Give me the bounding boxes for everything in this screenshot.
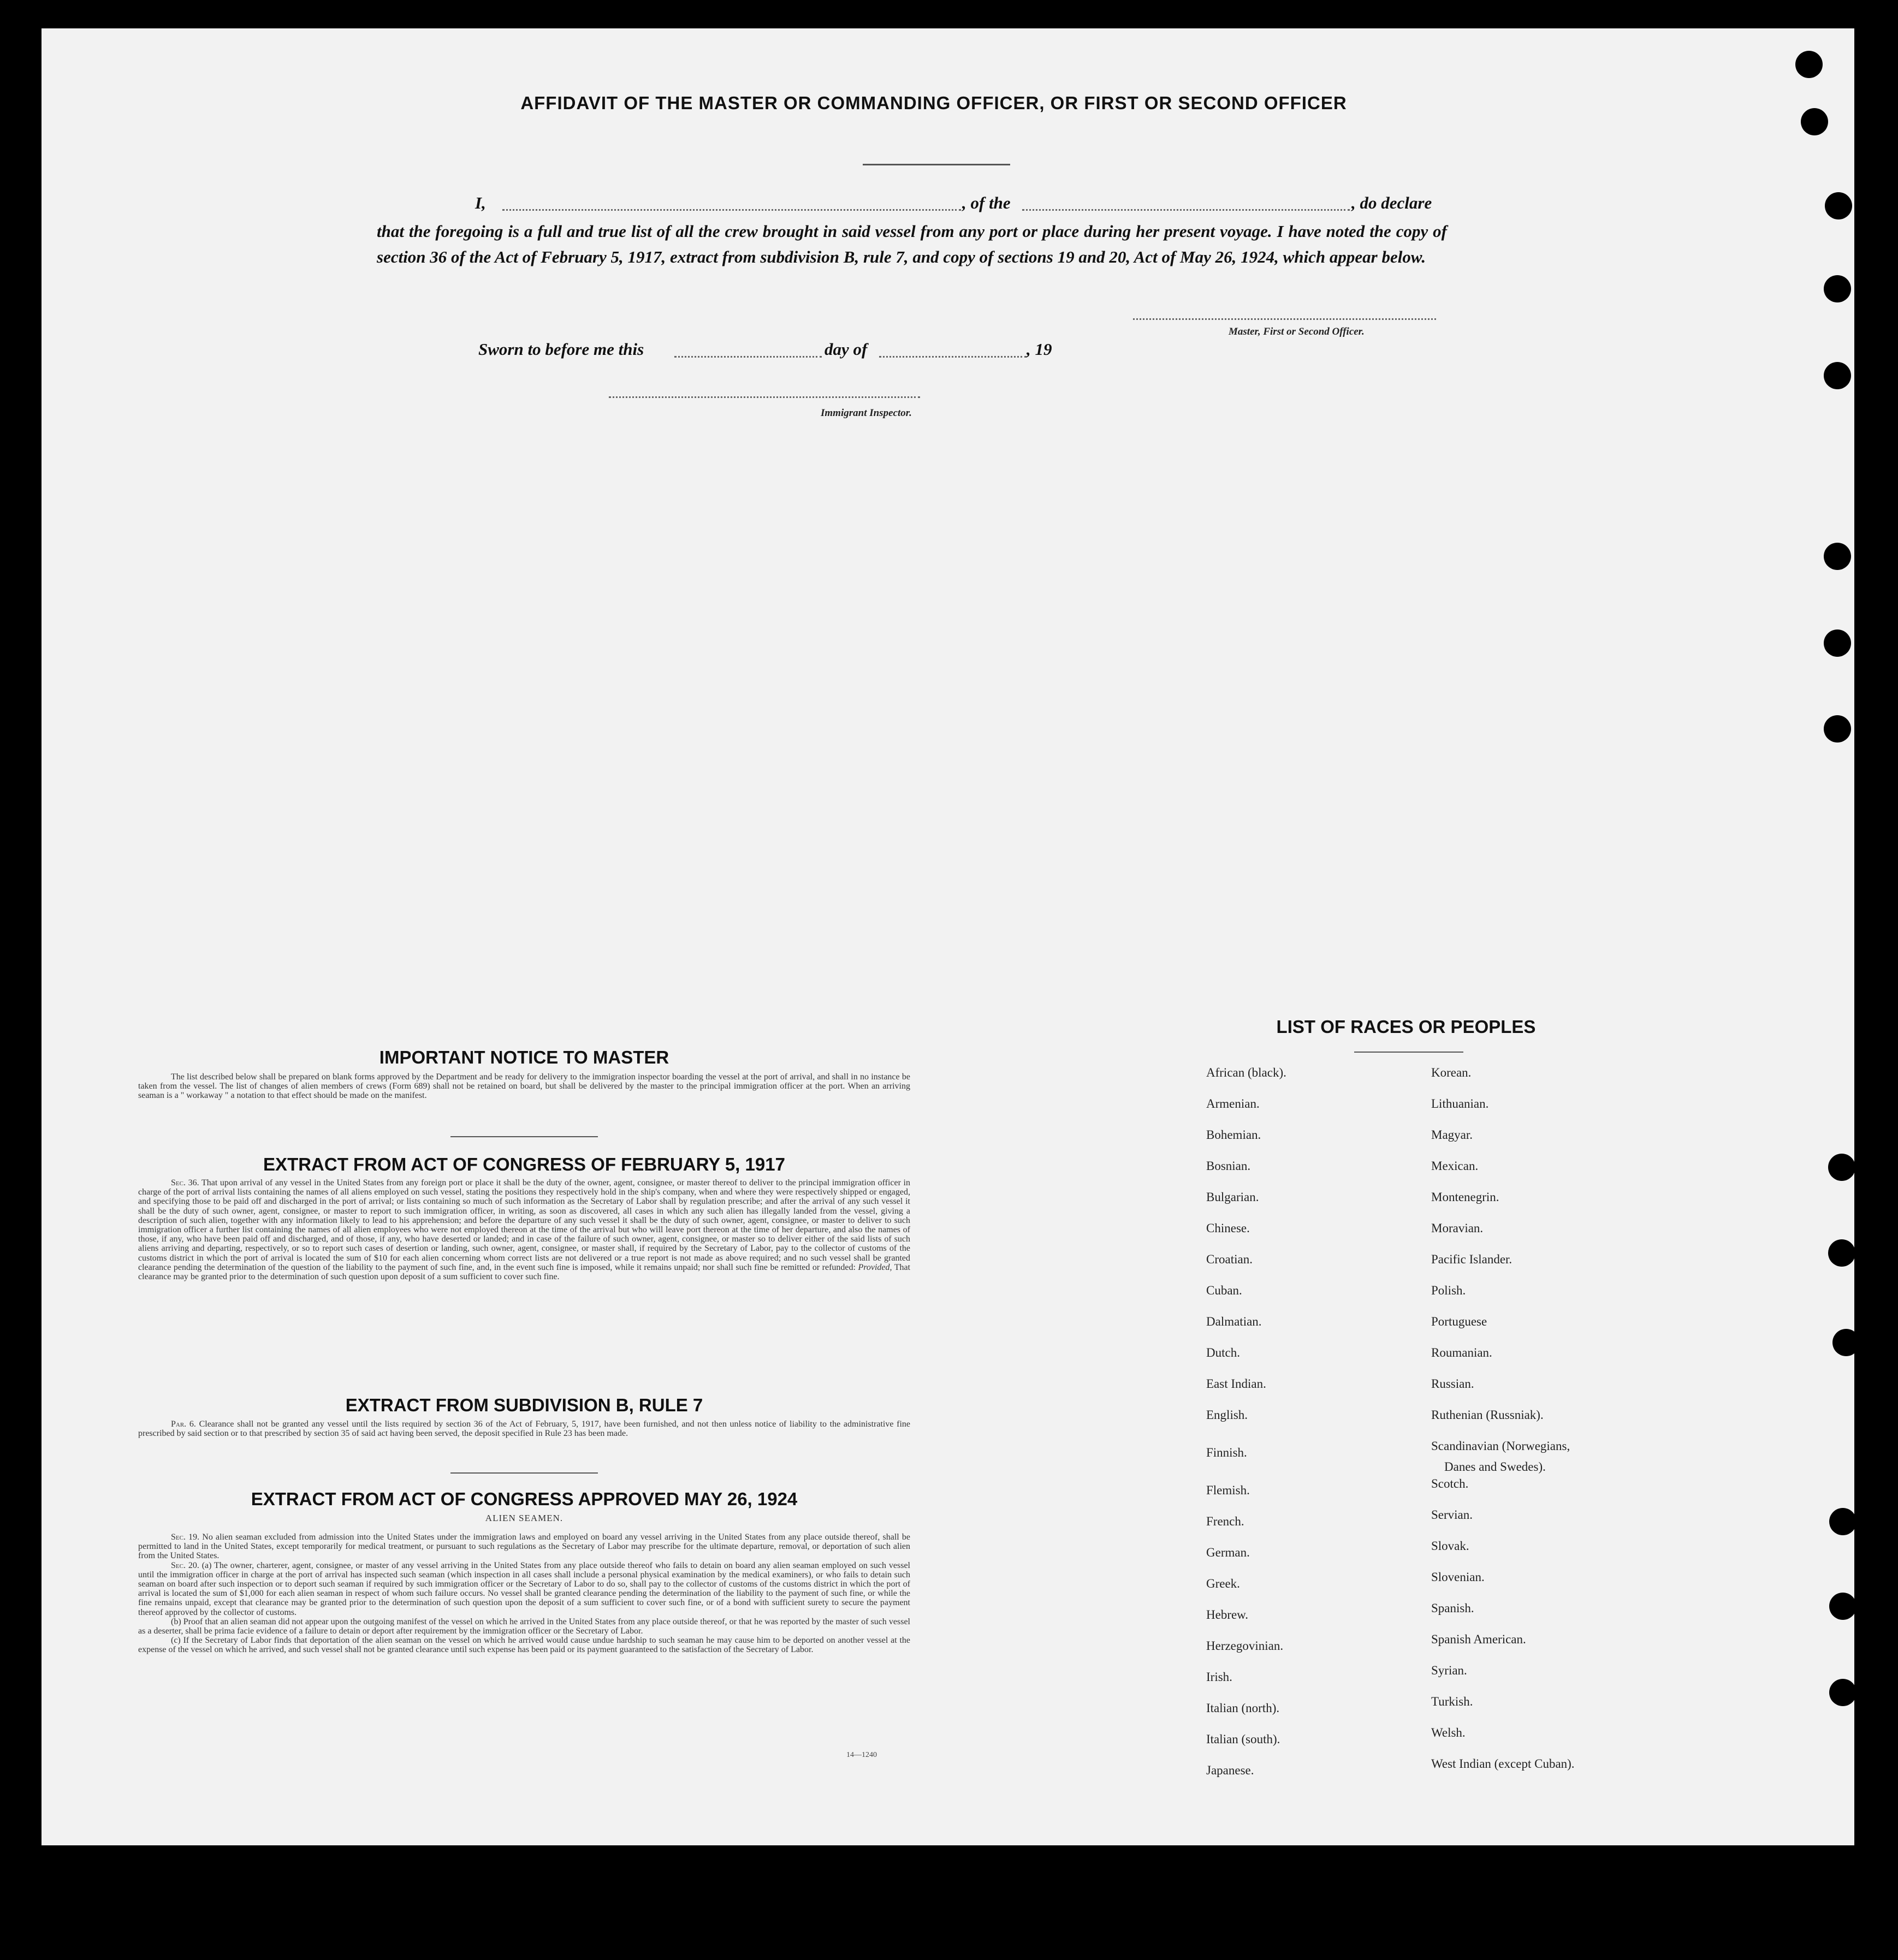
- race-item: Roumanian.: [1431, 1346, 1492, 1359]
- race-item: Turkish.: [1431, 1695, 1473, 1708]
- do-declare-label: , do declare: [1351, 193, 1432, 212]
- race-item: Pacific Islander.: [1431, 1252, 1513, 1266]
- race-item: Slovenian.: [1431, 1570, 1485, 1584]
- punch-hole: [1828, 1239, 1855, 1267]
- race-item: Moravian.: [1431, 1221, 1484, 1235]
- sworn-label: Sworn to before me this: [478, 340, 644, 359]
- section-label: Sec. 19.: [171, 1533, 200, 1542]
- race-item: Bulgarian.: [1206, 1190, 1259, 1204]
- day-of-label: day of: [825, 340, 868, 359]
- inspector-signature-field[interactable]: [609, 396, 920, 398]
- section-label: Sec. 20.: [171, 1560, 199, 1570]
- race-item: Russian.: [1431, 1377, 1474, 1391]
- race-item: Polish.: [1431, 1284, 1466, 1297]
- vessel-name-field[interactable]: [1022, 209, 1350, 211]
- master-signature-field[interactable]: [1133, 318, 1436, 320]
- race-item: Bohemian.: [1206, 1128, 1261, 1142]
- divider: [863, 164, 1010, 165]
- race-item: Dutch.: [1206, 1346, 1240, 1359]
- inspector-label: Immigrant Inspector.: [821, 407, 912, 419]
- race-item: Montenegrin.: [1431, 1190, 1499, 1204]
- race-item: Portuguese: [1431, 1315, 1487, 1328]
- race-item: Hebrew.: [1206, 1608, 1249, 1622]
- race-item: Korean.: [1431, 1066, 1472, 1079]
- of-the-label: , of the: [962, 193, 1011, 212]
- extract-rule7-text: [138, 1419, 910, 1438]
- alien-seamen-subtitle: ALIEN SEAMEN.: [485, 1513, 564, 1523]
- race-item: Japanese.: [1206, 1763, 1254, 1777]
- race-item: Cuban.: [1206, 1284, 1242, 1297]
- master-signature-label: Master, First or Second Officer.: [1229, 326, 1365, 337]
- race-item: French.: [1206, 1514, 1244, 1528]
- sworn-month-field[interactable]: [879, 356, 1027, 358]
- punch-hole: [1824, 715, 1851, 743]
- affiant-label: I,: [475, 193, 486, 212]
- race-item: Servian.: [1431, 1508, 1473, 1522]
- notice-text: [138, 1072, 910, 1101]
- declaration-text: that the foregoing is a full and true list of all the crew brought in said vessel from any port or place during her present voyage. I have noted the copy of section 36 of the Act of February 5, 1917, extract from subdivision B, rule 7, and copy of sections 19 and 20, Act of May 26, 1924, which appear below.: [377, 222, 1447, 266]
- proviso-text: That clearance may be granted prior to the determination of such question upon deposit of a sum sufficient to cover such fine.: [138, 1262, 911, 1282]
- sec20c-paragraph: (c) If the Secretary of Labor finds that deportation of the alien seaman on the vessel on which he arrived would cause undue hardship to such seaman he may cause him to be deported on another vessel at the expense of the vessel on which he arrived, and such vessel shall not be granted clearance until such expense has been paid or its payment guaranteed to the satisfaction of the Secretary of Labor.: [138, 1636, 910, 1655]
- sec20b-paragraph: (b) Proof that an alien seaman did not appear upon the outgoing manifest of the vessel on which he arrived in the United States from any place outside thereof, or that he was reported by the master of such vessel as a deserter, shall be prima facie evidence of a failure to detain or deport after requirement by the immigration officer or the Secretary of Labor.: [138, 1617, 910, 1636]
- race-item: Irish.: [1206, 1670, 1232, 1684]
- race-item: Flemish.: [1206, 1483, 1250, 1497]
- extract-1924-text: [138, 1533, 910, 1655]
- race-item: Spanish American.: [1431, 1632, 1526, 1646]
- section-text: (a) The owner, charterer, agent, consignee, or master of any vessel arriving in the United States from any place outside thereof who fails to detain on board any alien seaman employed on such vessel until the immigration officer in charge at the port of arrival has inspected such seaman (which inspection in all cases shall include a personal physical examination by the medical examiners), or who fails to detain such seaman on board after such inspection or to deport such seaman if required by such immigration officer or the Secretary of Labor to do so, shall pay to the collector of customs of the customs district in which the port of arrival is located the sum of $1,000 for each alien seaman in respect of whom such failure occurs. No vessel shall be granted clearance pending the determination of the liability to the payment of such fine, or while the fine remains unpaid, except that clearance may be granted prior to the determination of such question upon the deposit of a sum sufficient to cover such fine, or of a bond with sufficient surety to secure the payment thereof approved by the collector of customs.: [138, 1560, 910, 1617]
- section-label: Sec. 36.: [171, 1178, 199, 1187]
- section-text: No alien seaman excluded from admission into the United States under the immigration laws and employed on board any vessel arriving in the United States from any place outside thereof, shall be permitted to land in the United States, except temporarily for medical treatment, or pursuant to such regulations as the Secretary of Labor may prescribe for the ultimate departure, removal, or deportation of such alien from the United States.: [138, 1533, 910, 1561]
- extract-1917-text: [138, 1178, 910, 1281]
- section-text: That upon arrival of any vessel in the United States from any foreign port or place it shall be the duty of the owner, agent, consignee, or master thereof to deliver to the principal immigration officer in charge of the port of arrival lists containing the names of all aliens employed on such vessel, stating the positions they respectively hold in the ship's company, when and where they were respectively shipped or engaged, and specifying those to be paid off and discharged in the port of arrival; or lists containing so much of such information as the Secretary of Labor shall by regulation prescribe; and after the arrival of any such vessel it shall be the duty of such owner, agent, consignee, or master to report to such immigration officer, in writing, as soon as discovered, all cases in which any such alien has illegally landed from the vessel, giving a description of such alien, together with any information likely to lead to his apprehension; and before the departure of any such vessel it shall be the duty of such owner, agent, consignee, or master to deliver to such immigration officer a further list containing the names of all alien employees who were not employed thereon at the time of the arrival but who will leave port thereon at the time of her departure, and also the names of those, if any, who have been paid off and discharged, and of those, if any, who have deserted or landed; and in case of the failure of such owner, agent, consignee, or master so to deliver either of the said lists of such aliens arriving and departing, respectively, or so to report such cases of desertion or landing, such owner, agent, consignee, or master shall, if required by the Secretary of Labor, pay to the collector of customs of the customs district in which the port of arrival is located the sum of $10 for each alien concerning whom correct lists are not delivered or a true report is not made as above required; and no such vessel shall be granted clearance pending the determination of the question of the liability to the payment of such fine, and, in the event such fine is imposed, while it remains unpaid; nor shall such fine be remitted or refunded:: [138, 1178, 910, 1272]
- punch-hole: [1825, 192, 1852, 219]
- notice-paragraph: The list described below shall be prepared on blank forms approved by the Department and be ready for delivery to the immigration inspector boarding the vessel at the port of arrival, and shall in no instance be taken from the vessel. The list of changes of alien members of crews (Form 689) shall not be retained on board, but shall be delivered by the master to the principal immigration officer at the port. When an arriving seaman is a " workaway " a notation to that effect should be made on the manifest.: [138, 1072, 910, 1101]
- punch-hole: [1829, 1593, 1857, 1620]
- form-number: 14—1240: [846, 1751, 877, 1759]
- punch-hole: [1801, 108, 1828, 135]
- punch-hole: [1824, 275, 1851, 302]
- punch-hole: [1832, 1329, 1860, 1356]
- race-item: Italian (south).: [1206, 1732, 1280, 1746]
- race-item: African (black).: [1206, 1066, 1286, 1079]
- punch-hole: [1829, 1508, 1857, 1535]
- punch-hole: [1824, 362, 1851, 389]
- punch-hole: [1824, 543, 1851, 570]
- affidavit-title: AFFIDAVIT OF THE MASTER OR COMMANDING OFFICER, OR FIRST OR SECOND OFFICER: [520, 93, 1347, 113]
- extract-1924-title: EXTRACT FROM ACT OF CONGRESS APPROVED MAY 26, 1924: [251, 1489, 798, 1509]
- punch-hole: [1829, 1679, 1857, 1706]
- race-item: West Indian (except Cuban).: [1431, 1757, 1575, 1771]
- section-text: Clearance shall not be granted any vessel until the lists required by section 36 of the Act of February, 5, 1917, have been furnished, and not then unless notice of liability to the administrative fine prescribed by said section or to that prescribed by section 35 of said act having been served, the deposit specified in Rule 23 has been made.: [138, 1419, 911, 1439]
- race-item: Bosnian.: [1206, 1159, 1251, 1173]
- race-item: Scotch.: [1431, 1477, 1469, 1490]
- affiant-name-field[interactable]: [502, 209, 961, 211]
- punch-hole: [1824, 629, 1851, 657]
- race-item: Italian (north).: [1206, 1701, 1280, 1715]
- race-item: Herzegovinian.: [1206, 1639, 1284, 1653]
- race-item: Ruthenian (Russniak).: [1431, 1408, 1544, 1422]
- sworn-day-field[interactable]: [674, 356, 822, 358]
- sec20a-paragraph: [138, 1561, 910, 1617]
- punch-hole: [1828, 1154, 1855, 1181]
- race-item: Dalmatian.: [1206, 1315, 1262, 1328]
- extract-rule7-title: EXTRACT FROM SUBDIVISION B, RULE 7: [345, 1395, 703, 1415]
- race-item: East Indian.: [1206, 1377, 1266, 1391]
- race-item: Armenian.: [1206, 1097, 1260, 1110]
- race-item: Croatian.: [1206, 1252, 1253, 1266]
- year-label: , 19: [1027, 340, 1052, 359]
- race-item: Syrian.: [1431, 1664, 1467, 1677]
- race-item: Finnish.: [1206, 1446, 1247, 1459]
- race-item: Chinese.: [1206, 1221, 1250, 1235]
- section-label: Par. 6.: [171, 1419, 196, 1429]
- race-item: Lithuanian.: [1431, 1097, 1489, 1110]
- race-item: Spanish.: [1431, 1601, 1474, 1615]
- punch-hole: [1795, 51, 1823, 78]
- race-item: German.: [1206, 1546, 1250, 1559]
- divider: [450, 1136, 598, 1137]
- race-item: Danes and Swedes).: [1444, 1460, 1546, 1474]
- race-item: Mexican.: [1431, 1159, 1479, 1173]
- race-item: Welsh.: [1431, 1726, 1466, 1739]
- divider: [1354, 1052, 1463, 1053]
- extract-1917-title: EXTRACT FROM ACT OF CONGRESS OF FEBRUARY 5, 1917: [263, 1154, 785, 1174]
- race-item: English.: [1206, 1408, 1248, 1422]
- race-item: Scandinavian (Norwegians,: [1431, 1439, 1570, 1453]
- races-title: LIST OF RACES OR PEOPLES: [1276, 1017, 1536, 1037]
- race-item: Greek.: [1206, 1577, 1240, 1590]
- race-item: Slovak.: [1431, 1539, 1469, 1553]
- proviso-label: Provided,: [858, 1262, 892, 1272]
- sec19-paragraph: [138, 1533, 910, 1561]
- notice-title: IMPORTANT NOTICE TO MASTER: [379, 1047, 669, 1067]
- divider: [450, 1472, 598, 1474]
- race-item: Magyar.: [1431, 1128, 1473, 1142]
